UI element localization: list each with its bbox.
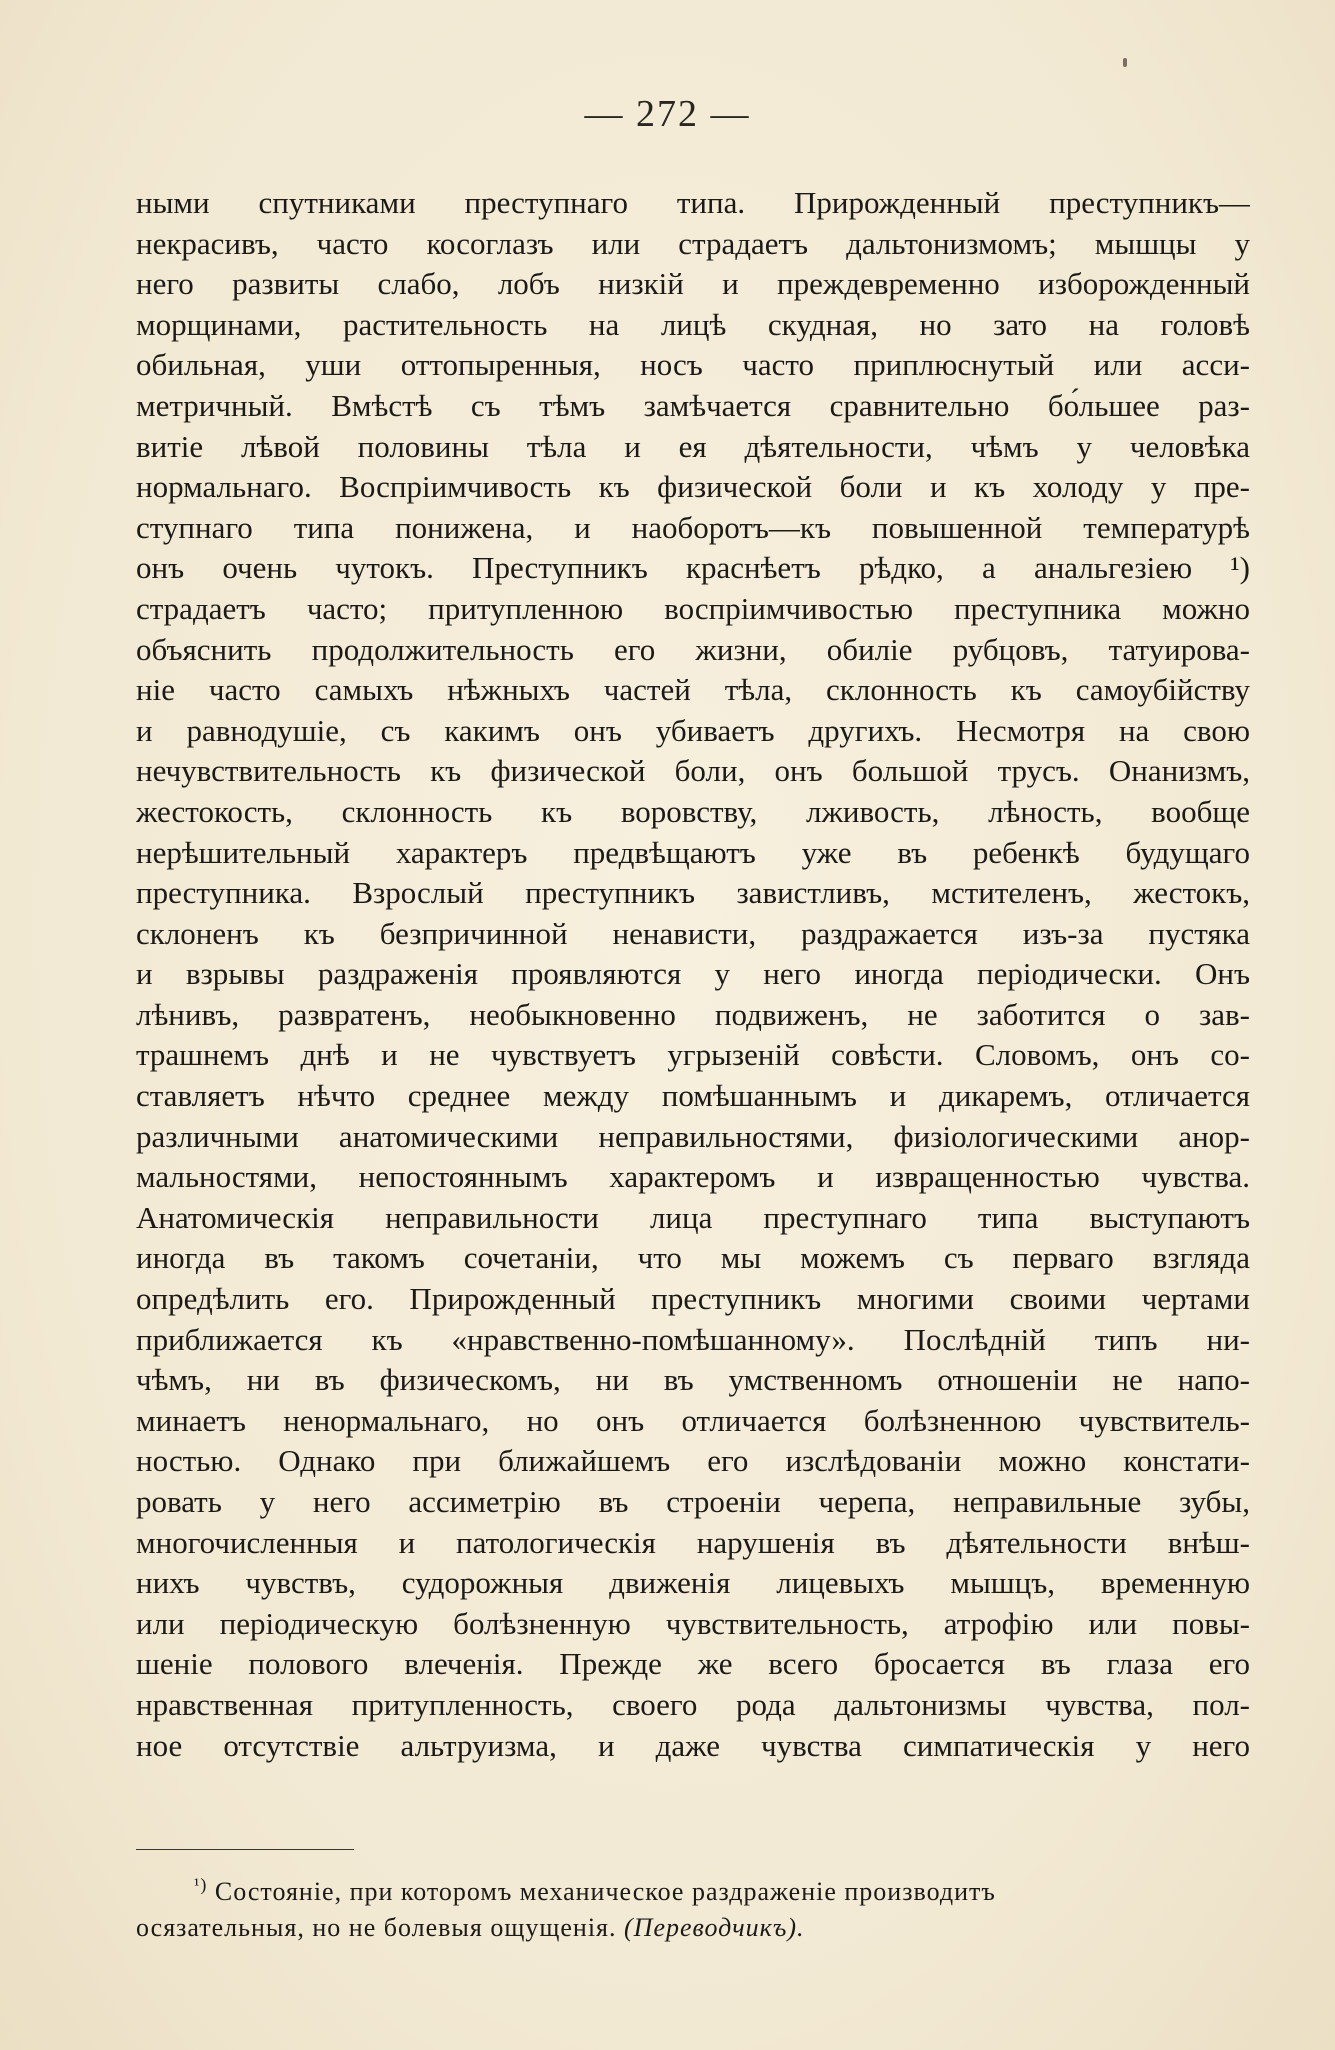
text-line: различными анатомическими неправильностями, физіологическими анор- xyxy=(136,1118,1250,1154)
text-line: жестокость, склонность къ воровству, лживость, лѣность, вообще xyxy=(136,793,1250,829)
text-line: минаетъ ненормальнаго, но онъ отличается болѣзненною чувствитель- xyxy=(136,1402,1250,1438)
text-line: ное отсутствіе альтруизма, и даже чувства симпатическія у него xyxy=(136,1727,1250,1763)
text-line: многочисленныя и патологическія нарушенія въ дѣятельности внѣш- xyxy=(136,1524,1250,1560)
text-line: опредѣлить его. Прирожденный преступникъ многими своими чертами xyxy=(136,1281,1250,1317)
text-line: морщинами, растительность на лицѣ скудная, но зато на головѣ xyxy=(136,306,1250,342)
text-line: трашнемъ днѣ и не чувствуетъ угрызеній совѣсти. Словомъ, онъ со- xyxy=(136,1037,1250,1073)
text-line: иногда въ такомъ сочетаніи, что мы можемъ съ перваго взгляда xyxy=(136,1240,1250,1276)
text-line: метричный. Вмѣстѣ съ тѣмъ замѣчается сравнительно бо́льшее раз- xyxy=(136,387,1250,423)
ink-speck xyxy=(1123,58,1127,67)
text-line: приближается къ «нравственно-помѣшанному». Послѣдній типъ ни- xyxy=(136,1321,1250,1357)
footnote-rule xyxy=(136,1849,354,1850)
text-line: лѣнивъ, развратенъ, необыкновенно подвиженъ, не заботится о зав- xyxy=(136,996,1250,1032)
text-line: ступнаго типа понижена, и наоборотъ—къ повышенной температурѣ xyxy=(136,509,1250,545)
text-line: него развиты слабо, лобъ низкій и преждевременно изборожденный xyxy=(136,266,1250,302)
text-line: некрасивъ, часто косоглазъ или страдаетъ дальтонизмомъ; мышцы у xyxy=(136,225,1250,261)
text-line: нерѣшительный характеръ предвѣщаютъ уже въ ребенкѣ будущаго xyxy=(136,834,1250,870)
page-number: — 272 — xyxy=(584,93,751,135)
text-line: склоненъ къ безпричинной ненависти, раздражается изъ-за пустяка xyxy=(136,915,1250,951)
footnote-line-1 xyxy=(136,1874,1250,1910)
text-line: и взрывы раздраженія проявляются у него иногда періодически. Онъ xyxy=(136,956,1250,992)
text-line: нормальнаго. Воспріимчивость къ физической боли и къ холоду у пре- xyxy=(136,469,1250,505)
text-line: страдаетъ часто; притупленною воспріимчивостью преступника можно xyxy=(136,590,1250,626)
text-line: ностью. Однако при ближайшемъ его изслѣдованіи можно констати- xyxy=(136,1443,1250,1479)
text-line: или періодическую болѣзненную чувствительность, атрофію или повы- xyxy=(136,1605,1250,1641)
text-line: ровать у него ассиметрію въ строеніи черепа, неправильные зубы, xyxy=(136,1484,1250,1519)
translator-note: (Переводчикъ). xyxy=(624,1913,805,1942)
text-line: чѣмъ, ни въ физическомъ, ни въ умственномъ отношеніи не напо- xyxy=(136,1362,1250,1398)
footnote xyxy=(136,1874,1250,1946)
text-line: и равнодушіе, съ какимъ онъ убиваетъ другихъ. Несмотря на свою xyxy=(136,712,1250,748)
footnote-line-2-text: осязательныя, но не болевыя ощущенія. xyxy=(136,1913,617,1942)
text-line: преступника. Взрослый преступникъ завистливъ, мстителенъ, жестокъ, xyxy=(136,875,1250,911)
footnote-line-2 xyxy=(136,1910,1250,1946)
body-text xyxy=(136,183,1250,1766)
text-line: ными спутниками преступнаго типа. Прирожденный преступникъ— xyxy=(136,185,1250,220)
text-line: онъ очень чутокъ. Преступникъ краснѣетъ рѣдко, а анальгезіею ¹) xyxy=(136,550,1250,586)
text-line: шеніе полового влеченія. Прежде же всего бросается въ глаза его xyxy=(136,1646,1250,1682)
footnote-marker: ¹) xyxy=(194,1874,208,1895)
text-line: ніе часто самыхъ нѣжныхъ частей тѣла, склонность къ самоубійству xyxy=(136,672,1250,708)
text-line: нечувствительность къ физической боли, онъ большой трусъ. Онанизмъ, xyxy=(136,753,1250,789)
text-line: витіе лѣвой половины тѣла и ея дѣятельности, чѣмъ у человѣка xyxy=(136,428,1250,464)
footnote-line-1-text: Состояніе, при которомъ механическое раздраженіе производитъ xyxy=(214,1877,996,1906)
text-line: объяснить продолжительность его жизни, обиліе рубцовъ, татуирова- xyxy=(136,631,1250,667)
text-line: Анатомическія неправильности лица преступнаго типа выступаютъ xyxy=(136,1199,1250,1235)
text-line: обильная, уши оттопыренныя, носъ часто приплюснутый или асси- xyxy=(136,347,1250,383)
text-line: нихъ чувствъ, судорожныя движенія лицевыхъ мышцъ, временную xyxy=(136,1565,1250,1601)
text-line: мальностями, непостояннымъ характеромъ и извращенностью чувства. xyxy=(136,1159,1250,1195)
text-line: нравственная притупленность, своего рода дальтонизмы чувства, пол- xyxy=(136,1686,1250,1722)
text-line: ставляетъ нѣчто среднее между помѣшаннымъ и дикаремъ, отличается xyxy=(136,1078,1250,1114)
